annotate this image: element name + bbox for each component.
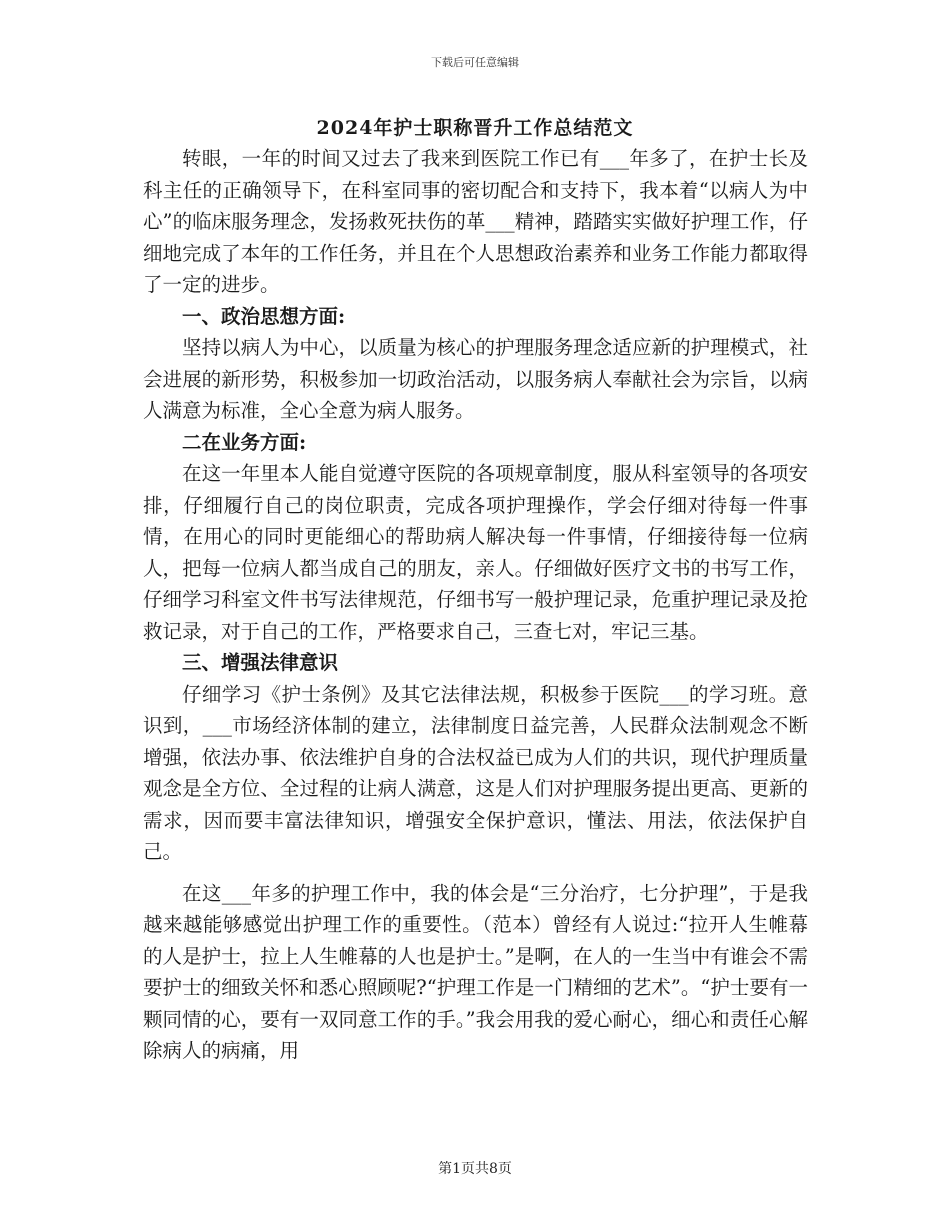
section-heading-politics: 一、政治思想方面: (182, 304, 346, 328)
closing-paragraph: 在这___年多的护理工作中，我的体会是“三分治疗，七分护理”，于是我越来越能够感觉出护理工作的重要性。（范本）曾经有人说过:“拉开人生帷幕的人是护士，拉上人生帷幕的人也是护士。”是啊，在人的一生当中有谁会不需要护士的细致关怀和悉心照顾呢?“护理工作是一门精细的艺术”。“护士要有一颗同情的心，要有一双同意工作的手。”我会用我的爱心耐心，细心和责任心解除病人的病痛，用 (143, 881, 808, 1062)
page-number-footer: 第1页共8页 (438, 1161, 512, 1177)
header-note: 下载后可任意编辑 (431, 56, 519, 69)
section-paragraph-politics: 坚持以病人为中心，以质量为核心的护理服务理念适应新的护理模式，社会进展的新形势，积极参加一切政治活动，以服务病人奉献社会为宗旨，以病人满意为标准，全心全意为病人服务。 (143, 336, 808, 422)
document-body (143, 143, 808, 1067)
section-heading-business: 二在业务方面: (182, 430, 307, 454)
paragraph-gap (143, 868, 808, 878)
section-heading-law: 三、增强法律意识 (182, 651, 339, 674)
section-paragraph-business: 在这一年里本人能自觉遵守医院的各项规章制度，服从科室领导的各项安排，仔细履行自己的岗位职责，完成各项护理操作，学会仔细对待每一件事情，在用心的同时更能细心的帮助病人解决每一件事情，仔细接待每一位病人，把每一位病人都当成自己的朋友，亲人。仔细做好医疗文书的书写工作，仔细学习科室文件书写法律规范，仔细书写一般护理记录，危重护理记录及抢救记录，对于自己的工作，严格要求自己，三查七对，牢记三基。 (143, 462, 808, 643)
intro-paragraph: 转眼，一年的时间又过去了我来到医院工作已有___年多了，在护士长及科主任的正确领导下，在科室同事的密切配合和支持下，我本着“以病人为中心”的临床服务理念，发扬救死扶伤的革___精神，踏踏实实做好护理工作，仔细地完成了本年的工作任务，并且在个人思想政治素养和业务工作能力都取得了一定的进步。 (143, 147, 808, 296)
document-title: 2024年护士职称晋升工作总结范文 (316, 117, 634, 139)
section-paragraph-law: 仔细学习《护士条例》及其它法律法规，积极参于医院___的学习班。意识到，___市场经济体制的建立，法律制度日益完善，人民群众法制观念不断增强，依法办事、依法维护自身的合法权益已成为人们的共识，现代护理质量观念是全方位、全过程的让病人满意，这是人们对护理服务提出更高、更新的需求，因而要丰富法律知识，增强安全保护意识，懂法、用法，依法保护自己。 (143, 682, 808, 863)
